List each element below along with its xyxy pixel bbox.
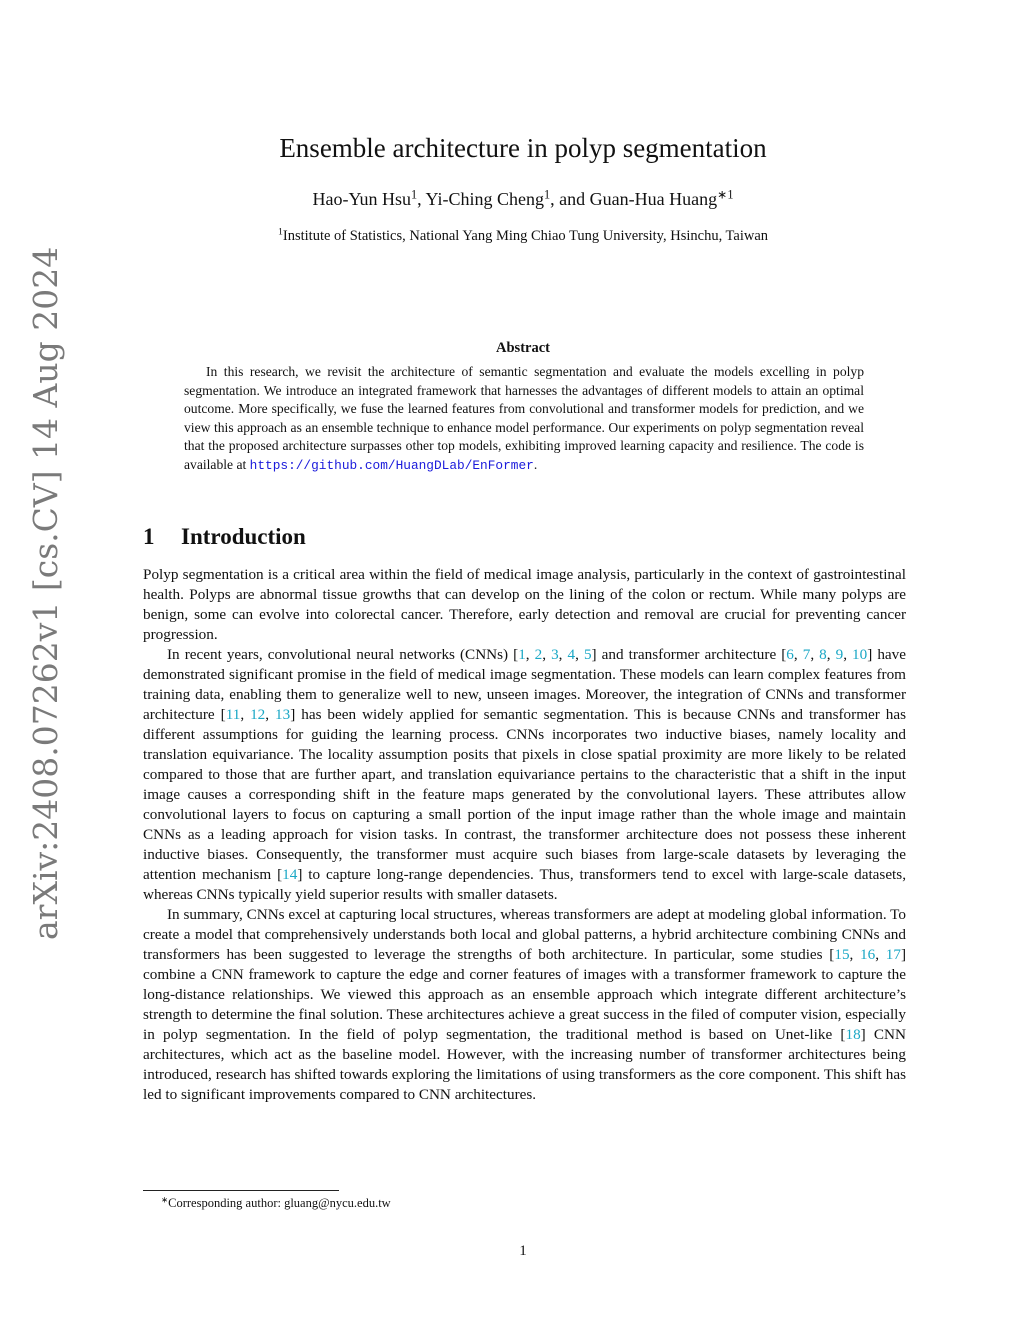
author-separator: , and <box>550 189 590 209</box>
paragraph-text: ] and transformer architecture [ <box>591 646 787 663</box>
affiliation-text: Institute of Statistics, National Yang Ming Chiao Tung University, Hsinchu, Taiwan <box>282 228 769 244</box>
footnote-mark: ∗ <box>161 1194 169 1205</box>
paragraph-1: Polyp segmentation is a critical area within the field of medical image analysis, particularly in the context of gastrointestinal health. Polyps are abnormal tissue growths that can develop on the lining of the colon or rectum. While many polyps are benign, some can evolve into colorectal cancer. Therefore, early detection and removal are crucial for preventing cancer progression. <box>143 566 906 643</box>
author-list <box>143 186 903 212</box>
affiliation-mark: 1 <box>411 187 418 202</box>
citation-link[interactable]: 3 <box>551 646 559 663</box>
citation-link[interactable]: 7 <box>802 646 811 663</box>
author-separator: , <box>417 189 426 209</box>
paragraph-text: In summary, CNNs excel at capturing local structures, whereas transformers are adept at modeling global information. To create a model that comprehensively understands both local and global patterns, a hybrid architecture combining CNNs and transformers has been suggested to leverage the strengths of both architecture. In particular, some studies [ <box>143 906 906 963</box>
footnote-text: Corresponding author: gluang@nycu.edu.tw <box>168 1196 391 1210</box>
affiliation-mark: 1 <box>544 187 551 202</box>
paragraph-text: ] to capture long-range dependencies. Thus, transformers tend to excel with large-scale datasets, whereas CNNs typically yield superior results with smaller datasets. <box>143 866 906 903</box>
citation-link[interactable]: 5 <box>583 646 592 663</box>
arxiv-identifier-stamp: arXiv:2408.07262v1 [cs.CV] 14 Aug 2024 <box>26 246 65 940</box>
section-number: 1 <box>143 524 155 549</box>
code-repository-link[interactable]: https://github.com/HuangDLab/EnFormer <box>249 457 534 473</box>
citation-link[interactable]: 18 <box>845 1026 861 1043</box>
footnote-divider <box>143 1190 339 1191</box>
citation-link[interactable]: 8 <box>819 646 827 663</box>
footnote <box>143 1194 921 1212</box>
paragraph-text: In recent years, convolutional neural networks (CNNs) [ <box>167 646 519 663</box>
citation-link[interactable]: 14 <box>282 866 298 883</box>
affiliation-mark: 1 <box>277 226 283 238</box>
citation-link[interactable]: 17 <box>885 946 901 963</box>
citation-link[interactable]: 11 <box>225 706 241 723</box>
citation-link[interactable]: 1 <box>518 646 526 663</box>
author-name: Yi-Ching Cheng <box>425 189 544 209</box>
paper-title: Ensemble architecture in polyp segmentation <box>279 133 767 163</box>
citation-link[interactable]: 15 <box>834 946 850 963</box>
paragraph-text: ] combine a CNN framework to capture the edge and corner features of images with a transformer framework to capture the long-distance relationships. We viewed this approach as an ensemble approach which integrate different architecture’s strength to determine the final solution. These architectures achieve a great success in the filed of computer vision, especially in polyp segmentation. In the field of polyp segmentation, the traditional method is based on Unet-like [ <box>143 946 906 1043</box>
citation-link[interactable]: 16 <box>860 946 876 963</box>
author-name: Guan-Hua Huang <box>589 189 718 209</box>
citation-link[interactable]: 9 <box>835 646 844 663</box>
citation-link[interactable]: 2 <box>534 646 543 663</box>
citation-link[interactable]: 4 <box>567 646 576 663</box>
paragraph-text: ] has been widely applied for semantic segmentation. This is because CNNs and transformer has different assumptions for guiding the learning process. CNNs incorporates two inductive biases, namely locality and translation equivariance. The locality assumption posits that pixels in close spatial proximity are more likely to be related compared to those that are further apart, and translation equivariance pertains to the characteristic that a shift in the input image causes a corresponding shift in the feature maps generated by the convolutional layers. These attributes allow convolutional layers to focus on capturing a small portion of the input image rather than the whole image and maintain CNNs as a leading approach for vision tasks. In contrast, the transformer architecture does not possess these inherent inductive biases. Consequently, the transformer must acquire such biases from large-scale datasets by leveraging the attention mechanism [ <box>143 706 907 883</box>
abstract-paragraph <box>184 363 864 475</box>
introduction-body <box>143 565 906 1105</box>
citation-link[interactable]: 13 <box>275 706 291 723</box>
page-number: 1 <box>519 1243 527 1259</box>
paragraph-2: In recent years, convolutional neural networks (CNNs) [1, 2, 3, 4, 5] and transformer architecture [6, 7, 8, 9, 10] have demonstrated significant promise in the field of medical image segmentation. These models can learn complex features from training data, enabling them to generalize well to new, unseen images. Moreover, the integration of CNNs and transformer architecture [11, 12, 13] has been widely applied for semantic segmentation. This is because CNNs and transformer has different assumptions for guiding the learning process. CNNs incorporates two inductive biases, namely locality and translation equivariance. The locality assumption posits that pixels in close spatial proximity are more likely to be related compared to those that are further apart, and translation equivariance pertains to the characteristic that a shift in the input image causes a corresponding shift in the feature maps generated by the convolutional layers. These attributes allow convolutional layers to focus on capturing a small portion of the input image rather than the whole image and maintain CNNs as a leading approach for vision tasks. In contrast, the transformer architecture does not possess these inherent inductive biases. Consequently, the transformer must acquire such biases from large-scale datasets by leveraging the attention mechanism [14] to capture long-range dependencies. Thus, transformers tend to excel with large-scale datasets, whereas CNNs typically yield superior results with smaller datasets. <box>143 646 907 903</box>
citation-link[interactable]: 10 <box>852 646 868 663</box>
section-heading-introduction <box>143 521 903 553</box>
affiliation <box>143 225 903 247</box>
citation-link[interactable]: 12 <box>250 706 266 723</box>
abstract-text-end: . <box>533 456 538 472</box>
citation-link[interactable]: 6 <box>786 646 794 663</box>
paragraph-3: In summary, CNNs excel at capturing local structures, whereas transformers are adept at modeling global information. To create a model that comprehensively understands both local and global patterns, a hybrid architecture combining CNNs and transformers has been suggested to leverage the strengths of both architecture. In particular, some studies [15, 16, 17] combine a CNN framework to capture the edge and corner features of images with a transformer framework to capture the long-distance relationships. We viewed this approach as an ensemble approach which integrate different architecture’s strength to determine the final solution. These architectures achieve a great success in the filed of computer vision, especially in polyp segmentation. In the field of polyp segmentation, the traditional method is based on Unet-like [18] CNN architectures, which act as the baseline model. However, with the increasing number of transformer architectures being introduced, research has shifted towards exploring the limitations of using transformers as the core component. This shift has led to significant improvements compared to CNN architectures. <box>143 906 906 1103</box>
abstract-text: In this research, we revisit the architecture of semantic segmentation and evaluate the models excelling in polyp segmentation. We introduce an integrated framework that harnesses the advantages of different models to attain an optimal outcome. More specifically, we fuse the learned features from convolutional and transformer models for prediction, and we view this approach as an ensemble technique to enhance model performance. Our experiments on polyp segmentation reveal that the proposed architecture surpasses other top models, exhibiting improved learning capacity and resilience. The code is available at <box>184 364 864 472</box>
paragraph-text: ] CNN architectures, which act as the baseline model. However, with the increasing number of transformer architectures being introduced, research has shifted towards exploring the limitations of using transformers as the core component. This shift has led to significant improvements compared to CNN architectures. <box>143 1026 906 1103</box>
abstract-heading: Abstract <box>496 340 550 356</box>
author-name: Hao-Yun Hsu <box>312 189 412 209</box>
abstract-body <box>184 363 864 475</box>
paragraph-text: ] have demonstrated significant promise in the field of medical image segmentation. These models can learn complex features from training data, enabling them to generalize well to new, unseen images. Moreover, the integration of CNNs and transformer architecture [ <box>143 646 907 723</box>
section-title: Introduction <box>181 524 306 549</box>
affiliation-mark: ∗1 <box>717 187 734 202</box>
